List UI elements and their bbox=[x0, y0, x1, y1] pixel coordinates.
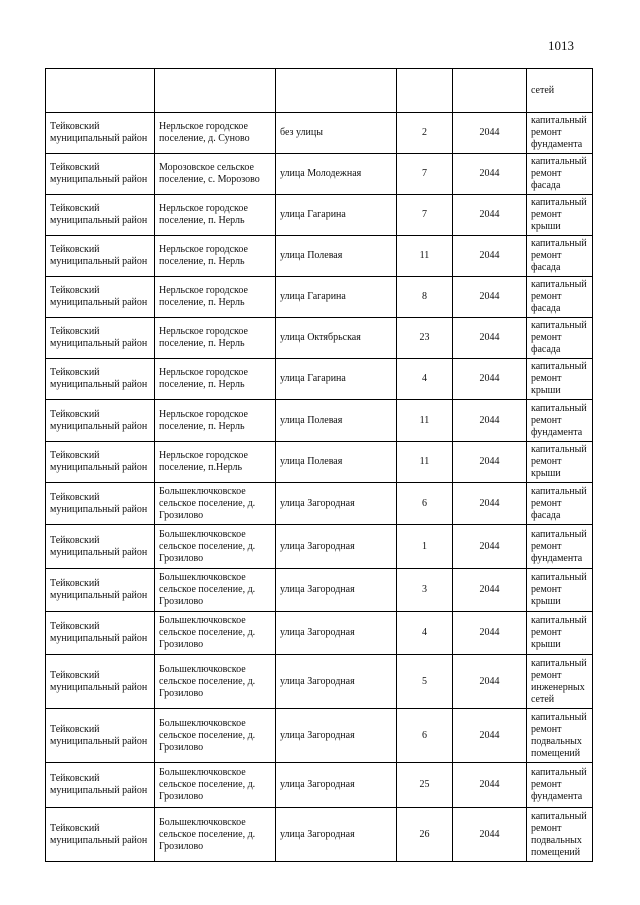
work-cell: капитальный ремонт крыши bbox=[527, 612, 593, 655]
year-cell: 2044 bbox=[453, 359, 527, 400]
settlement-cell: Нерльское городское поселение, п. Нерль bbox=[155, 277, 276, 318]
house-cell: 8 bbox=[397, 277, 453, 318]
street-cell: улица Загородная bbox=[276, 763, 397, 808]
work-cell: капитальный ремонт крыши bbox=[527, 569, 593, 612]
year-cell: 2044 bbox=[453, 483, 527, 525]
street-cell: улица Загородная bbox=[276, 655, 397, 709]
street-cell: улица Гагарина bbox=[276, 195, 397, 236]
year-cell: 2044 bbox=[453, 236, 527, 277]
settlement-cell: Морозовское сельское поселение, с. Морозово bbox=[155, 154, 276, 195]
table-row bbox=[46, 154, 593, 195]
street-cell: улица Полевая bbox=[276, 400, 397, 442]
year-cell: 2044 bbox=[453, 655, 527, 709]
district-cell: Тейковский муниципальный район bbox=[46, 236, 155, 277]
work-cell: сетей bbox=[527, 69, 593, 113]
district-cell: Тейковский муниципальный район bbox=[46, 525, 155, 569]
year-cell: 2044 bbox=[453, 154, 527, 195]
table-row bbox=[46, 709, 593, 763]
settlement-cell: Большеключковское сельское поселение, д. Грозилово bbox=[155, 655, 276, 709]
table-row bbox=[46, 808, 593, 862]
district-cell: Тейковский муниципальный район bbox=[46, 483, 155, 525]
settlement-cell: Нерльское городское поселение, п. Нерль bbox=[155, 236, 276, 277]
house-cell: 25 bbox=[397, 763, 453, 808]
work-cell: капитальный ремонт подвальных помещений bbox=[527, 808, 593, 862]
table-row bbox=[46, 113, 593, 154]
street-cell: улица Загородная bbox=[276, 808, 397, 862]
house-cell bbox=[397, 69, 453, 113]
settlement-cell: Большеключковское сельское поселение, д. Грозилово bbox=[155, 569, 276, 612]
year-cell: 2044 bbox=[453, 400, 527, 442]
house-cell: 5 bbox=[397, 655, 453, 709]
table-row bbox=[46, 525, 593, 569]
district-cell: Тейковский муниципальный район bbox=[46, 808, 155, 862]
settlement-cell: Большеключковское сельское поселение, д. Грозилово bbox=[155, 709, 276, 763]
table-row bbox=[46, 195, 593, 236]
work-cell: капитальный ремонт крыши bbox=[527, 442, 593, 483]
street-cell: улица Загородная bbox=[276, 569, 397, 612]
district-cell: Тейковский муниципальный район bbox=[46, 612, 155, 655]
year-cell: 2044 bbox=[453, 569, 527, 612]
repair-schedule-table bbox=[45, 68, 593, 862]
year-cell: 2044 bbox=[453, 442, 527, 483]
street-cell: улица Молодежная bbox=[276, 154, 397, 195]
work-cell: капитальный ремонт фундамента bbox=[527, 763, 593, 808]
district-cell: Тейковский муниципальный район bbox=[46, 569, 155, 612]
house-cell: 4 bbox=[397, 359, 453, 400]
table-body bbox=[46, 69, 593, 862]
house-cell: 11 bbox=[397, 400, 453, 442]
year-cell: 2044 bbox=[453, 709, 527, 763]
settlement-cell: Нерльское городское поселение, п. Нерль bbox=[155, 195, 276, 236]
year-cell: 2044 bbox=[453, 318, 527, 359]
table-row bbox=[46, 277, 593, 318]
work-cell: капитальный ремонт фасада bbox=[527, 154, 593, 195]
district-cell: Тейковский муниципальный район bbox=[46, 277, 155, 318]
settlement-cell: Нерльское городское поселение, п. Нерль bbox=[155, 400, 276, 442]
work-cell: капитальный ремонт крыши bbox=[527, 359, 593, 400]
house-cell: 3 bbox=[397, 569, 453, 612]
street-cell: улица Загородная bbox=[276, 612, 397, 655]
street-cell: без улицы bbox=[276, 113, 397, 154]
settlement-cell: Нерльское городское поселение, п. Нерль bbox=[155, 359, 276, 400]
work-cell: капитальный ремонт крыши bbox=[527, 195, 593, 236]
district-cell: Тейковский муниципальный район bbox=[46, 763, 155, 808]
district-cell: Тейковский муниципальный район bbox=[46, 359, 155, 400]
work-cell: капитальный ремонт фасада bbox=[527, 236, 593, 277]
year-cell: 2044 bbox=[453, 525, 527, 569]
table-row bbox=[46, 569, 593, 612]
street-cell: улица Полевая bbox=[276, 236, 397, 277]
house-cell: 4 bbox=[397, 612, 453, 655]
work-cell: капитальный ремонт инженерных сетей bbox=[527, 655, 593, 709]
table-row-continued bbox=[46, 69, 593, 113]
table-row bbox=[46, 483, 593, 525]
street-cell: улица Загородная bbox=[276, 709, 397, 763]
district-cell: Тейковский муниципальный район bbox=[46, 195, 155, 236]
table-row bbox=[46, 359, 593, 400]
street-cell: улица Гагарина bbox=[276, 359, 397, 400]
district-cell: Тейковский муниципальный район bbox=[46, 154, 155, 195]
table-row bbox=[46, 400, 593, 442]
house-cell: 6 bbox=[397, 709, 453, 763]
table-row bbox=[46, 763, 593, 808]
house-cell: 2 bbox=[397, 113, 453, 154]
house-cell: 1 bbox=[397, 525, 453, 569]
house-cell: 6 bbox=[397, 483, 453, 525]
district-cell: Тейковский муниципальный район bbox=[46, 655, 155, 709]
year-cell bbox=[453, 69, 527, 113]
year-cell: 2044 bbox=[453, 277, 527, 318]
year-cell: 2044 bbox=[453, 763, 527, 808]
settlement-cell: Большеключковское сельское поселение, д. Грозилово bbox=[155, 525, 276, 569]
page-number: 1013 bbox=[548, 38, 574, 53]
district-cell bbox=[46, 69, 155, 113]
table-row bbox=[46, 318, 593, 359]
work-cell: капитальный ремонт подвальных помещений bbox=[527, 709, 593, 763]
street-cell: улица Октябрьская bbox=[276, 318, 397, 359]
settlement-cell: Большеключковское сельское поселение, д. Грозилово bbox=[155, 808, 276, 862]
year-cell: 2044 bbox=[453, 808, 527, 862]
work-cell: капитальный ремонт фасада bbox=[527, 318, 593, 359]
work-cell: капитальный ремонт фундамента bbox=[527, 113, 593, 154]
settlement-cell: Нерльское городское поселение, д. Суново bbox=[155, 113, 276, 154]
house-cell: 23 bbox=[397, 318, 453, 359]
work-cell: капитальный ремонт фундамента bbox=[527, 525, 593, 569]
district-cell: Тейковский муниципальный район bbox=[46, 318, 155, 359]
district-cell: Тейковский муниципальный район bbox=[46, 400, 155, 442]
work-cell: капитальный ремонт фасада bbox=[527, 483, 593, 525]
street-cell: улица Загородная bbox=[276, 525, 397, 569]
house-cell: 7 bbox=[397, 154, 453, 195]
settlement-cell bbox=[155, 69, 276, 113]
district-cell: Тейковский муниципальный район bbox=[46, 113, 155, 154]
house-cell: 11 bbox=[397, 442, 453, 483]
work-cell: капитальный ремонт фундамента bbox=[527, 400, 593, 442]
settlement-cell: Нерльское городское поселение, п.Нерль bbox=[155, 442, 276, 483]
year-cell: 2044 bbox=[453, 612, 527, 655]
work-cell: капитальный ремонт фасада bbox=[527, 277, 593, 318]
year-cell: 2044 bbox=[453, 113, 527, 154]
settlement-cell: Большеключковское сельское поселение, д. Грозилово bbox=[155, 483, 276, 525]
table-row bbox=[46, 236, 593, 277]
table-row bbox=[46, 442, 593, 483]
street-cell: улица Загородная bbox=[276, 483, 397, 525]
year-cell: 2044 bbox=[453, 195, 527, 236]
district-cell: Тейковский муниципальный район bbox=[46, 442, 155, 483]
street-cell: улица Полевая bbox=[276, 442, 397, 483]
house-cell: 11 bbox=[397, 236, 453, 277]
settlement-cell: Большеключковское сельское поселение, д. Грозилово bbox=[155, 612, 276, 655]
street-cell: улица Гагарина bbox=[276, 277, 397, 318]
house-cell: 26 bbox=[397, 808, 453, 862]
district-cell: Тейковский муниципальный район bbox=[46, 709, 155, 763]
settlement-cell: Нерльское городское поселение, п. Нерль bbox=[155, 318, 276, 359]
street-cell bbox=[276, 69, 397, 113]
settlement-cell: Большеключковское сельское поселение, д. Грозилово bbox=[155, 763, 276, 808]
house-cell: 7 bbox=[397, 195, 453, 236]
table-row bbox=[46, 655, 593, 709]
table-row bbox=[46, 612, 593, 655]
